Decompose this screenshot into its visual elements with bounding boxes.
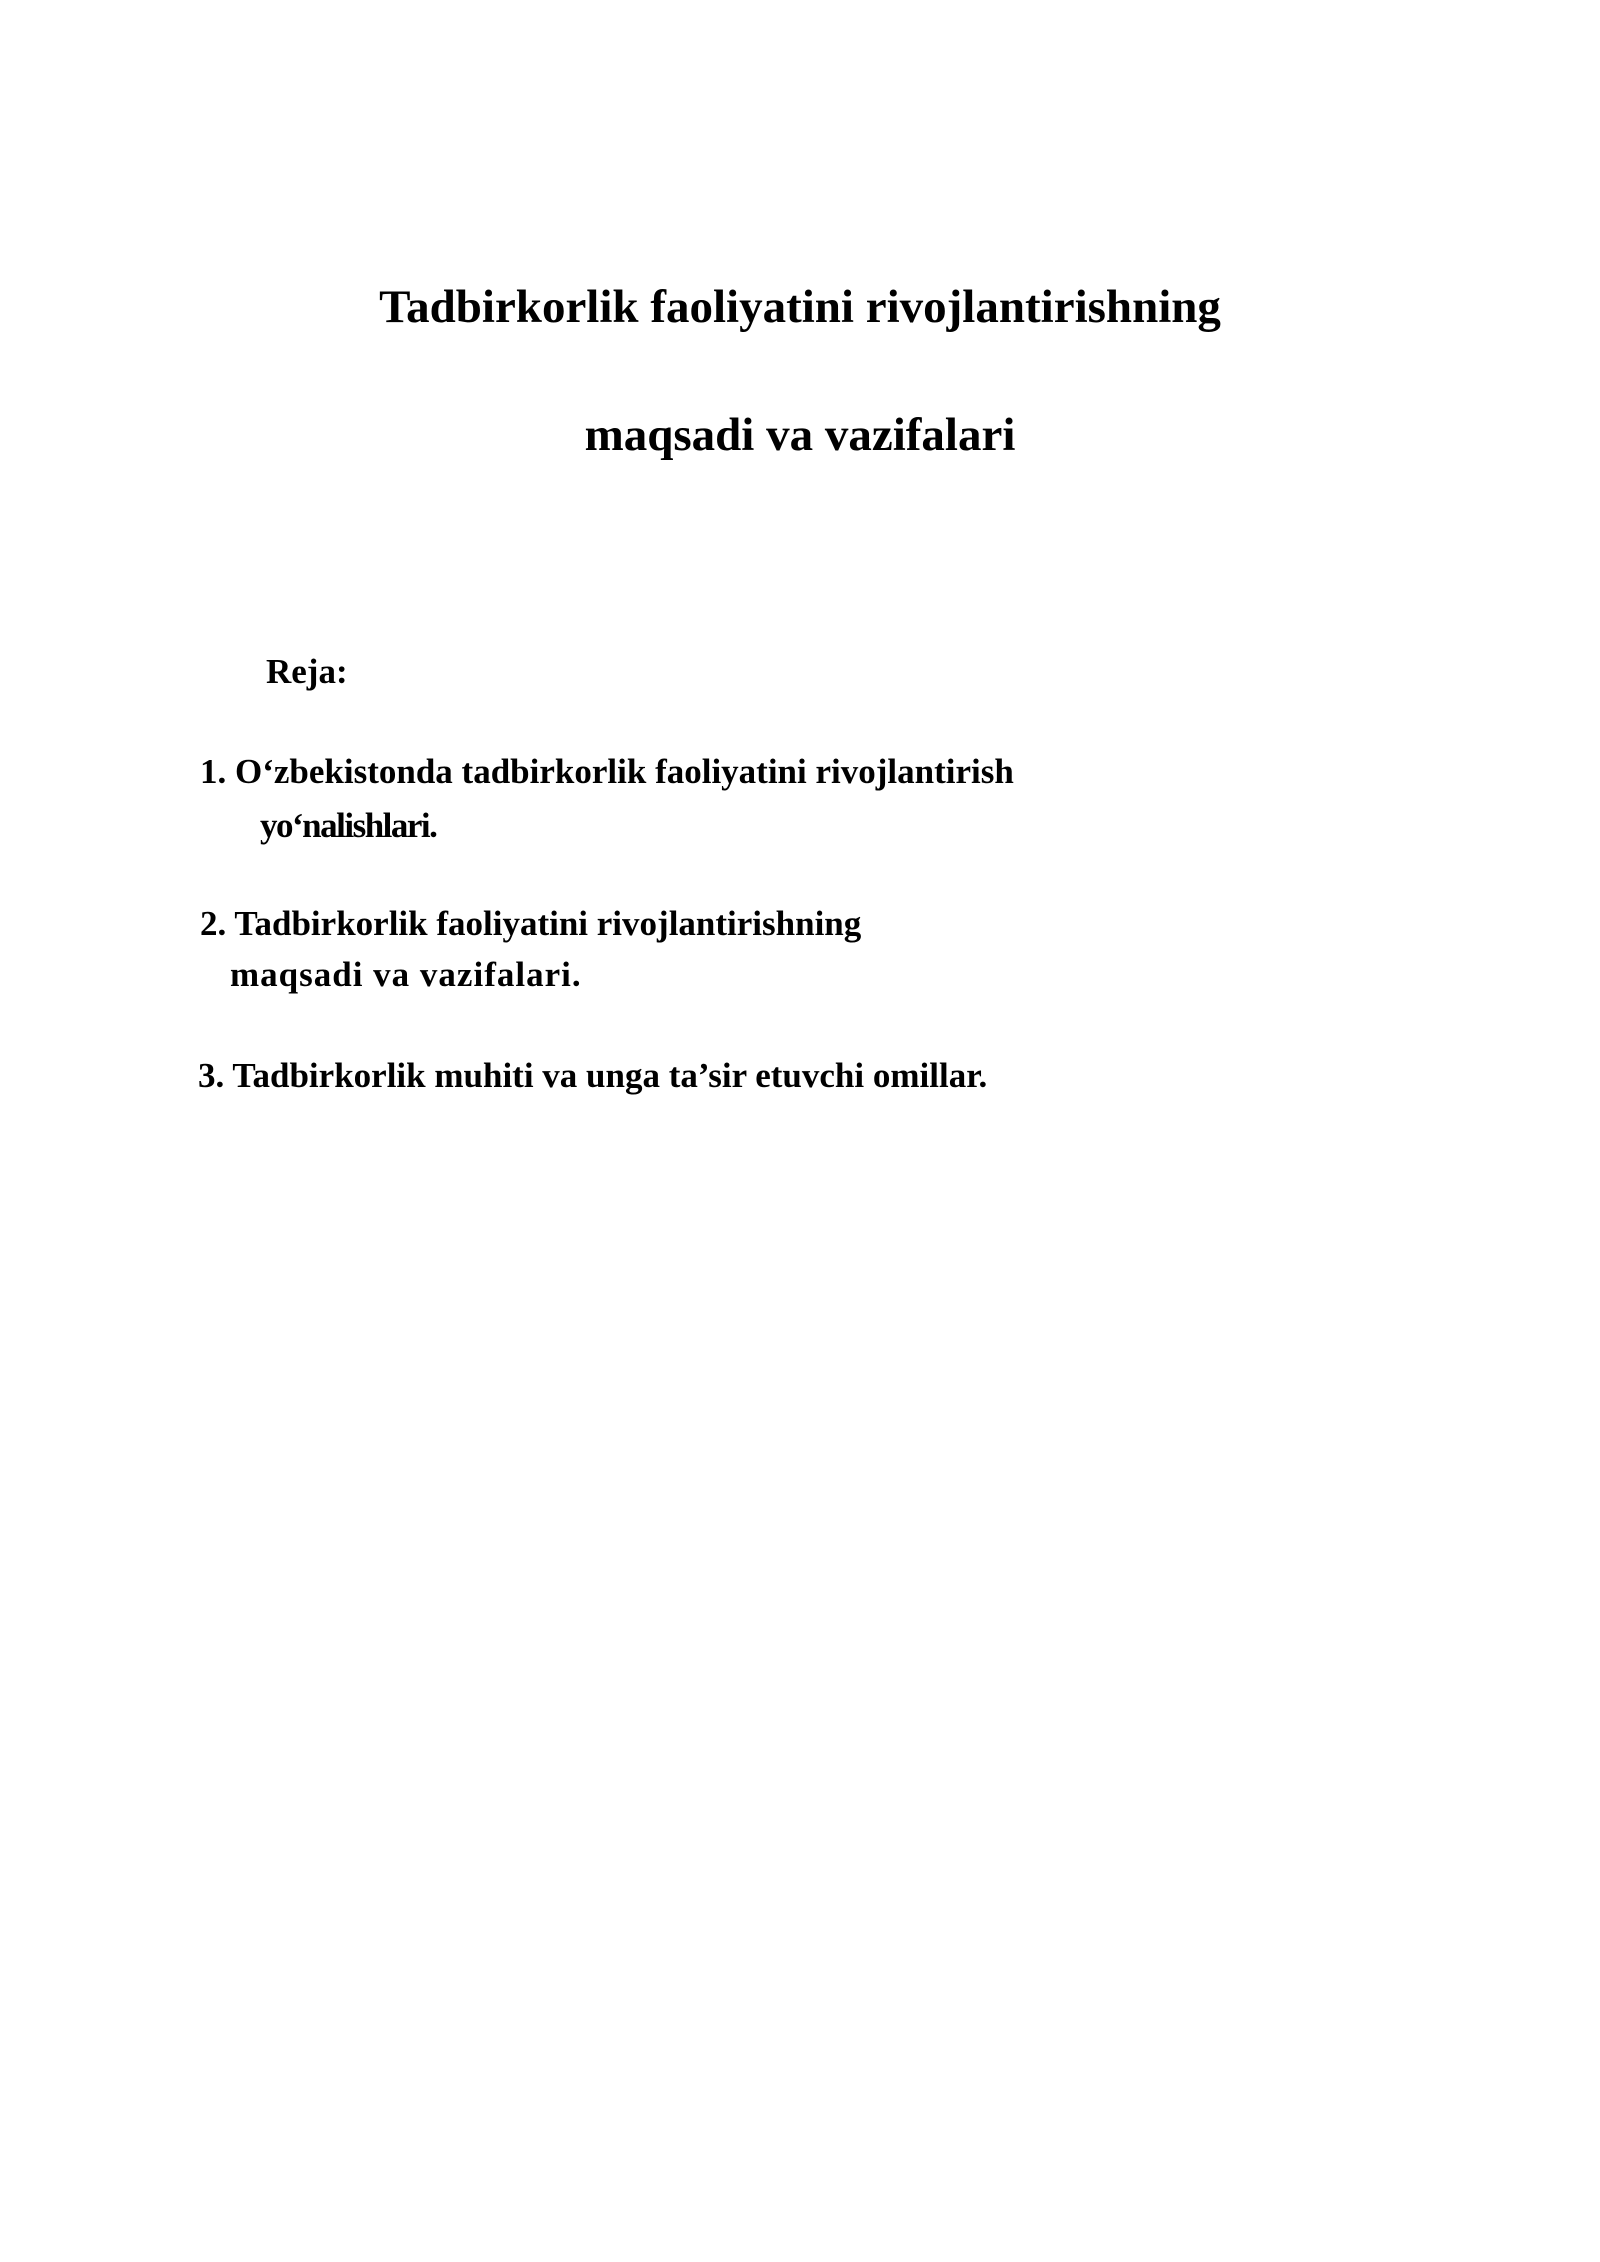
plan-heading: Reja:: [266, 652, 348, 691]
plan-item-3-line-1: 3. Tadbirkorlik muhiti va unga ta’sir etuvchi omillar.: [198, 1056, 988, 1095]
plan-item-2-line-1: 2. Tadbirkorlik faoliyatini rivojlantirishning: [200, 904, 862, 943]
document-title-line-1: Tadbirkorlik faoliyatini rivojlantirishning: [379, 281, 1221, 333]
document-title-line-2: maqsadi va vazifalari: [584, 409, 1016, 461]
plan-item-1-line-1: 1. O‘zbekistonda tadbirkorlik faoliyatini rivojlantirish: [200, 752, 1014, 791]
plan-item-1-line-2: yo‘nalishlari.: [260, 806, 437, 845]
plan-item-2-line-2: maqsadi va vazifalari.: [230, 955, 582, 994]
